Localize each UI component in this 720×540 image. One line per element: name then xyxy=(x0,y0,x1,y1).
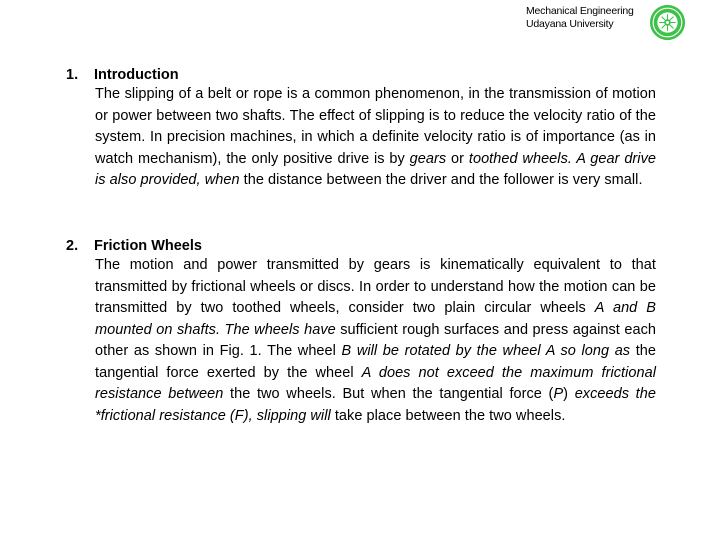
italic-text: exceeds the *frictional resistance (F), slipping will xyxy=(95,386,656,424)
section-title: Friction Wheels xyxy=(94,238,202,254)
section-title: Introduction xyxy=(94,67,179,83)
italic-text: gears xyxy=(409,150,447,167)
section-number: 1. xyxy=(66,67,79,83)
header-university: Udayana University xyxy=(526,18,614,30)
header-department: Mechanical Engineering xyxy=(526,5,634,17)
section-paragraph xyxy=(95,255,656,427)
section-friction-wheels xyxy=(66,237,656,427)
paragraph-text: or xyxy=(446,150,469,167)
header-text xyxy=(526,5,634,31)
italic-text: P xyxy=(553,386,564,402)
italic-text: A does not exceed the maximum frictional resistance between xyxy=(95,364,656,402)
paragraph-text: The slipping of a belt or rope is a common phenomenon, in the transmission of motion or power between two shafts. The effect of slipping is to reduce the velocity ratio of the system. In precision machines, in which a definite velocity ratio is of importance (as in watch mechanism), the only positive drive is by xyxy=(95,86,656,167)
paragraph-text: The motion and power transmitted by gears is kinematically equivalent to that transmitted by frictional wheels or discs. In order to understand how the motion can be transmitted by two toothed wheels, consider two plain circular wheels xyxy=(95,257,656,316)
paragraph-text: the distance between the driver and the follower is very small. xyxy=(239,172,643,188)
section-heading xyxy=(66,237,656,255)
section-heading xyxy=(66,66,656,84)
paragraph-text: ) xyxy=(563,386,575,402)
section-paragraph xyxy=(95,84,656,192)
paragraph-text: the two wheels. But when the tangential force ( xyxy=(223,386,554,402)
italic-text: B will be rotated by the wheel A so long as xyxy=(341,343,631,359)
section-introduction xyxy=(66,66,656,192)
university-emblem-icon xyxy=(649,4,686,41)
italic-text: A and B mounted on shafts. The wheels have xyxy=(95,300,656,338)
paragraph-text: sufficient rough surfaces and press against each other as shown in Fig. 1. The wheel xyxy=(95,321,656,359)
paragraph-text: the tangential force exerted by the wheel xyxy=(95,343,657,381)
paragraph-text: take place between the two wheels. xyxy=(330,407,566,424)
italic-text: toothed wheels. A gear drive is also provided, when xyxy=(95,150,656,188)
section-number: 2. xyxy=(66,238,79,254)
